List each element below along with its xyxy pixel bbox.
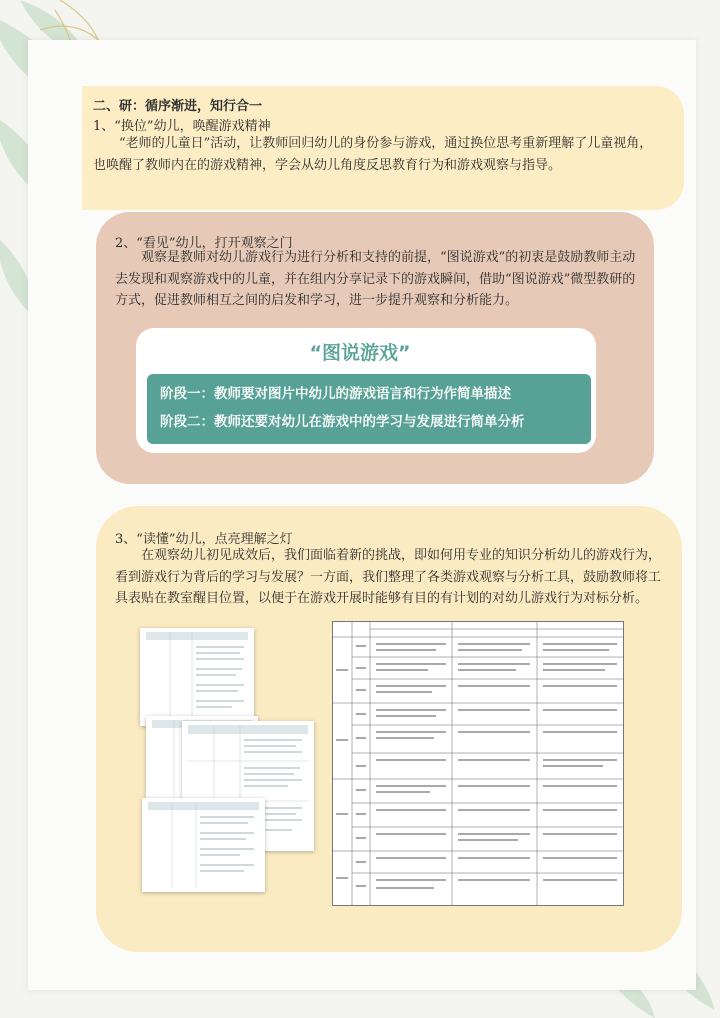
section-heading: 二、研：循序渐进，知行合一	[93, 99, 263, 114]
sub3-title: 3、“读懂”幼儿，点亮理解之灯	[115, 532, 293, 547]
stage-two: 阶段二：教师还要对幼儿在游戏中的学习与发展进行简单分析	[160, 414, 525, 430]
sub1-title: 1、“换位”幼儿，唤醒游戏精神	[93, 119, 271, 134]
indicator-table-grid	[332, 621, 624, 906]
stage-one: 阶段一：教师要对图片中幼儿的游戏语言和行为作简单描述	[160, 386, 511, 402]
panel-title: “图说游戏”	[309, 342, 411, 364]
sub3-body: 在观察幼儿初见成效后，我们面临着新的挑战，即如何用专业的知识分析幼儿的游戏行为，看到游戏行为背后的学习与发展？一方面，我们整理了各类游戏观察与分析工具，鼓励教师将工具表贴在教室醒目位置，以便于在游戏开展时能够有目的有计划的对幼儿游戏行为对标分析。	[115, 548, 662, 606]
sheet-4-table-image	[142, 798, 265, 892]
observation-sheet-1	[140, 628, 254, 726]
sub2-title: 2、“看见”幼儿，打开观察之门	[115, 236, 293, 251]
indicator-table-image	[332, 621, 624, 906]
sub2-body: 观察是教师对幼儿游戏行为进行分析和支持的前提，“图说游戏”的初衷是鼓励教师主动去发现和观察游戏中的儿童，并在组内分享记录下的游戏瞬间，借助“图说游戏”微型教研的方式，促进教师相互之间的启发和学习，进一步提升观察和分析能力。	[115, 250, 636, 308]
observation-sheet-4	[142, 798, 265, 892]
sub1-body: “老师的儿童日”活动，让教师回归幼儿的身份参与游戏，通过换位思考重新理解了儿童视角，也唤醒了教师内在的游戏精神，学会从幼儿角度反思教育行为和游戏观察与指导。	[93, 136, 653, 173]
sheet-1-table-image	[140, 628, 254, 726]
